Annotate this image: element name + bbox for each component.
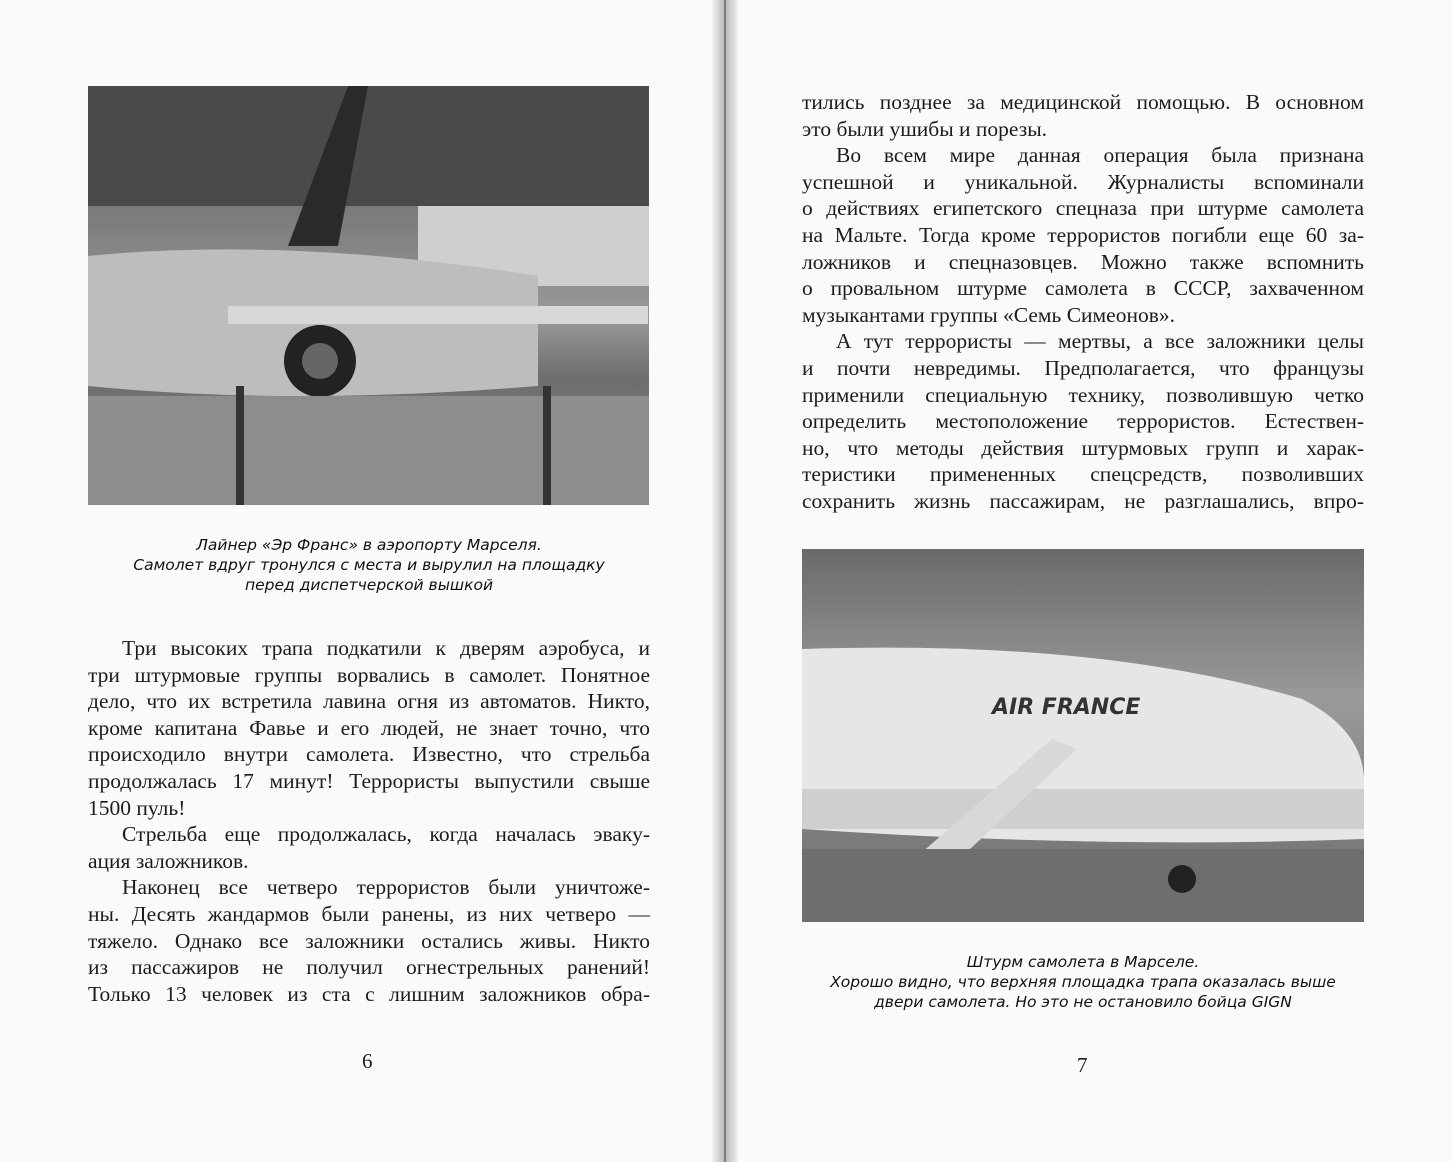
- text-line: Три высоких трапа подкатили к дверям аэробуса, и: [122, 636, 650, 660]
- text-line: ны. Десять жандармов были ранены, из них четверо —: [88, 901, 650, 926]
- text-line: определить местоположение террористов. Естествен-: [802, 409, 1364, 434]
- caption-line: перед диспетчерской вышкой: [244, 576, 494, 594]
- text-line: тились позднее за медицинской помощью. В основном: [802, 90, 1364, 114]
- svg-text:AIR FRANCE: AIR FRANCE: [992, 695, 1141, 720]
- text-line: Наконец все четверо террористов были уничтоже-: [122, 875, 650, 900]
- paragraph: [802, 142, 1364, 328]
- left-page-body: [88, 635, 650, 1007]
- paragraph: [88, 874, 650, 1007]
- text-line: сохранить жизнь пассажирам, не разглашались, впро-: [802, 488, 1364, 513]
- paragraph: [802, 328, 1364, 514]
- text-line: дело, что их встретила лавина огня из автоматов. Никто,: [88, 689, 650, 714]
- caption-line: двери самолета. Но это не остановило бойца GIGN: [874, 993, 1292, 1011]
- text-line: продолжалась 17 минут! Террористы выпустили свыше: [88, 768, 650, 793]
- text-line: это были ушибы и порезы.: [802, 116, 1048, 141]
- text-line: Во всем мире данная операция была признана: [836, 143, 1364, 168]
- book-gutter: [712, 0, 738, 1162]
- text-line: происходило внутри самолета. Известно, что стрельба: [88, 742, 650, 767]
- page-number-left: 6: [362, 1049, 373, 1073]
- text-line: из пассажиров не получил огнестрельных ранений!: [88, 955, 650, 980]
- text-line: музыкантами группы «Семь Симеонов».: [802, 302, 1175, 327]
- text-line: на Мальте. Тогда кроме террористов погибли еще 60 за-: [802, 222, 1364, 247]
- right-page-body: [802, 89, 1364, 515]
- caption-line: Самолет вдруг тронулся с места и вырулил на площадку: [133, 556, 605, 574]
- text-line: А тут террористы — мертвы, а все заложники целы: [836, 329, 1364, 354]
- right-photo-caption: [802, 952, 1364, 1012]
- caption-line: Лайнер «Эр Франс» в аэропорту Марселя.: [196, 536, 542, 554]
- text-line: ация заложников.: [88, 848, 249, 873]
- left-photo-caption: [88, 535, 650, 595]
- text-line: Стрельба еще продолжалась, когда началась эваку-: [122, 822, 650, 847]
- text-line: кроме капитана Фавье и его людей, не знает точно, что: [88, 715, 650, 740]
- text-line: 1500 пуль!: [88, 795, 186, 820]
- photo-assault-on-plane: [802, 549, 1364, 922]
- text-line: успешной и уникальной. Журналисты вспоминали: [802, 169, 1364, 194]
- photo-air-france-liner: [88, 86, 649, 505]
- paragraph: [802, 89, 1364, 142]
- caption-line: Хорошо видно, что верхняя площадка трапа оказалась выше: [830, 973, 1336, 991]
- paragraph: [88, 635, 650, 821]
- text-line: ложников и спецназовцев. Можно также вспомнить: [802, 249, 1364, 274]
- text-line: о действиях египетского спецназа при штурме самолета: [802, 196, 1364, 221]
- text-line: но, что методы действия штурмовых групп и харак-: [802, 435, 1364, 460]
- page-number-right: 7: [1077, 1053, 1088, 1077]
- text-line: теристики примененных спецсредств, позволивших: [802, 462, 1364, 487]
- text-line: применили специальную технику, позволившую четко: [802, 382, 1364, 407]
- text-line: о провальном штурме самолета в СССР, захваченном: [802, 276, 1364, 301]
- text-line: три штурмовые группы ворвались в самолет. Понятное: [88, 662, 650, 687]
- text-line: и почти невредимы. Предполагается, что французы: [802, 355, 1364, 380]
- paragraph: [88, 821, 650, 874]
- text-line: Только 13 человек из ста с лишним заложников обра-: [88, 981, 650, 1006]
- caption-line: Штурм самолета в Марселе.: [966, 953, 1200, 971]
- text-line: тяжело. Однако все заложники остались живы. Никто: [88, 928, 650, 953]
